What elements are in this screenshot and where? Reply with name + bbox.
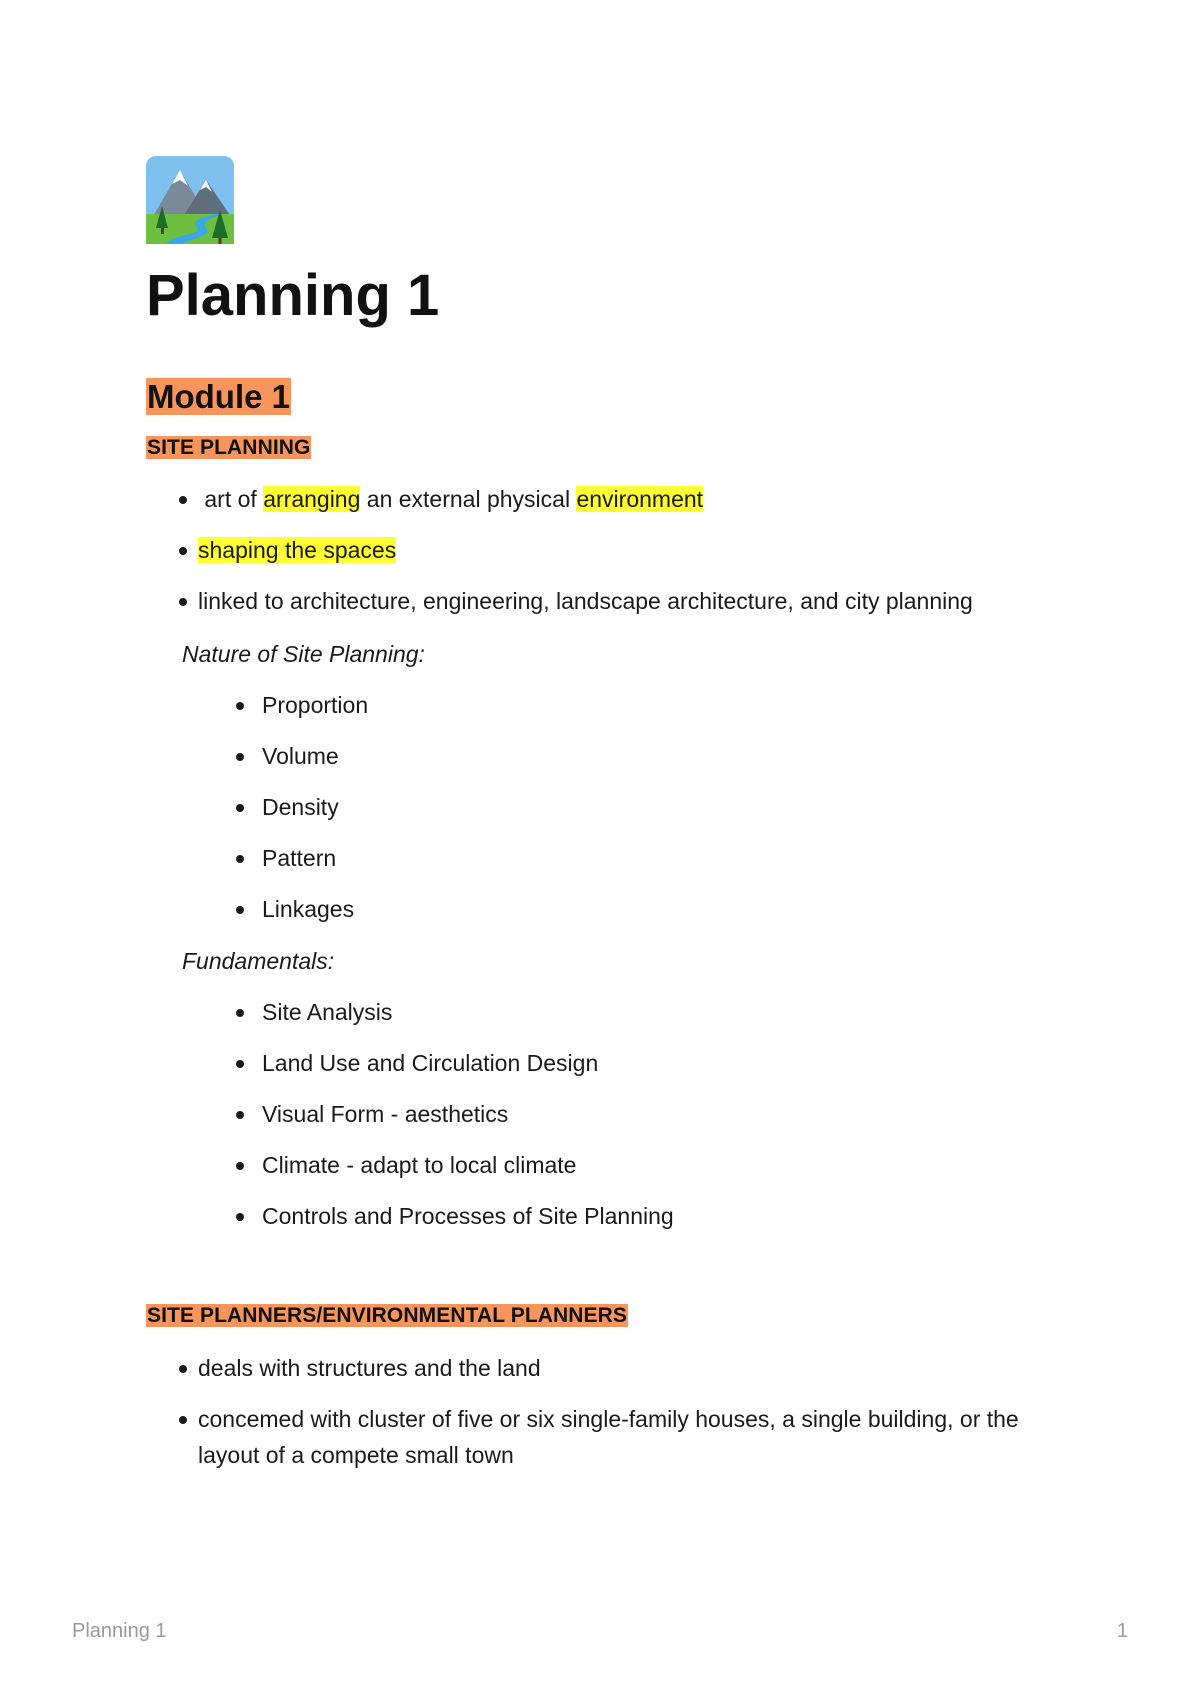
bullet-dot [236,753,244,761]
bullet-dot [179,598,187,606]
bullet-dot [236,702,244,710]
module-heading [146,376,291,418]
list-item: Pattern [262,840,368,876]
section-heading-text: SITE PLANNING [147,436,311,459]
bullet-dot [179,1416,187,1424]
list-item: Climate - adapt to local climate [262,1147,674,1183]
footer-page-number: 1 [1116,1620,1128,1642]
fundamentals-label: Fundamentals: [182,948,335,974]
section-heading-site-planning [146,434,311,462]
highlight-environment: environment [576,486,704,512]
list-item [198,532,973,568]
list-item: Land Use and Circulation Design [262,1045,674,1081]
footer-doc-name: Planning 1 [72,1620,167,1642]
list-item: Proportion [262,687,368,723]
bullet-dot [236,1213,244,1221]
bullet-dot [236,906,244,914]
list-item: concemed with cluster of five or six single-family houses, a single building, or the layout of a compete small town [198,1401,1048,1473]
nature-label: Nature of Site Planning: [182,641,425,667]
bullet-dot [179,496,187,504]
site-planners-list [198,1350,1048,1488]
list-item [198,481,973,517]
bullet-dot [179,547,187,555]
fundamentals-list [262,994,674,1249]
item-text: linked to architecture, engineering, landscape architecture, and city planning [198,588,973,614]
mountain-river-icon [146,156,234,244]
page-emoji-icon [146,156,234,244]
section-heading-text: SITE PLANNERS/ENVIRONMENTAL PLANNERS [147,1304,628,1327]
bullet-dot [236,855,244,863]
list-item: Volume [262,738,368,774]
nature-list [262,687,368,942]
bullet-dot [179,1365,187,1373]
bullet-dot [236,804,244,812]
bullet-dot [236,1060,244,1068]
list-item: Site Analysis [262,994,674,1030]
highlight-shaping: shaping the spaces [198,537,397,563]
highlight-arranging: arranging [263,486,361,512]
list-item: Controls and Processes of Site Planning [262,1198,674,1234]
list-item: deals with structures and the land [198,1350,1048,1386]
list-item: Visual Form - aesthetics [262,1096,674,1132]
list-item: Linkages [262,891,368,927]
list-item [198,583,973,619]
bullet-dot [236,1111,244,1119]
site-planning-list [198,481,973,634]
page-title: Planning 1 [146,263,440,328]
bullet-dot [236,1162,244,1170]
section-heading-site-planners [146,1302,628,1330]
item-text: art of arranging an external physical environment [204,486,704,512]
bullet-dot [236,1009,244,1017]
list-item: Density [262,789,368,825]
module-heading-text: Module 1 [147,378,291,415]
